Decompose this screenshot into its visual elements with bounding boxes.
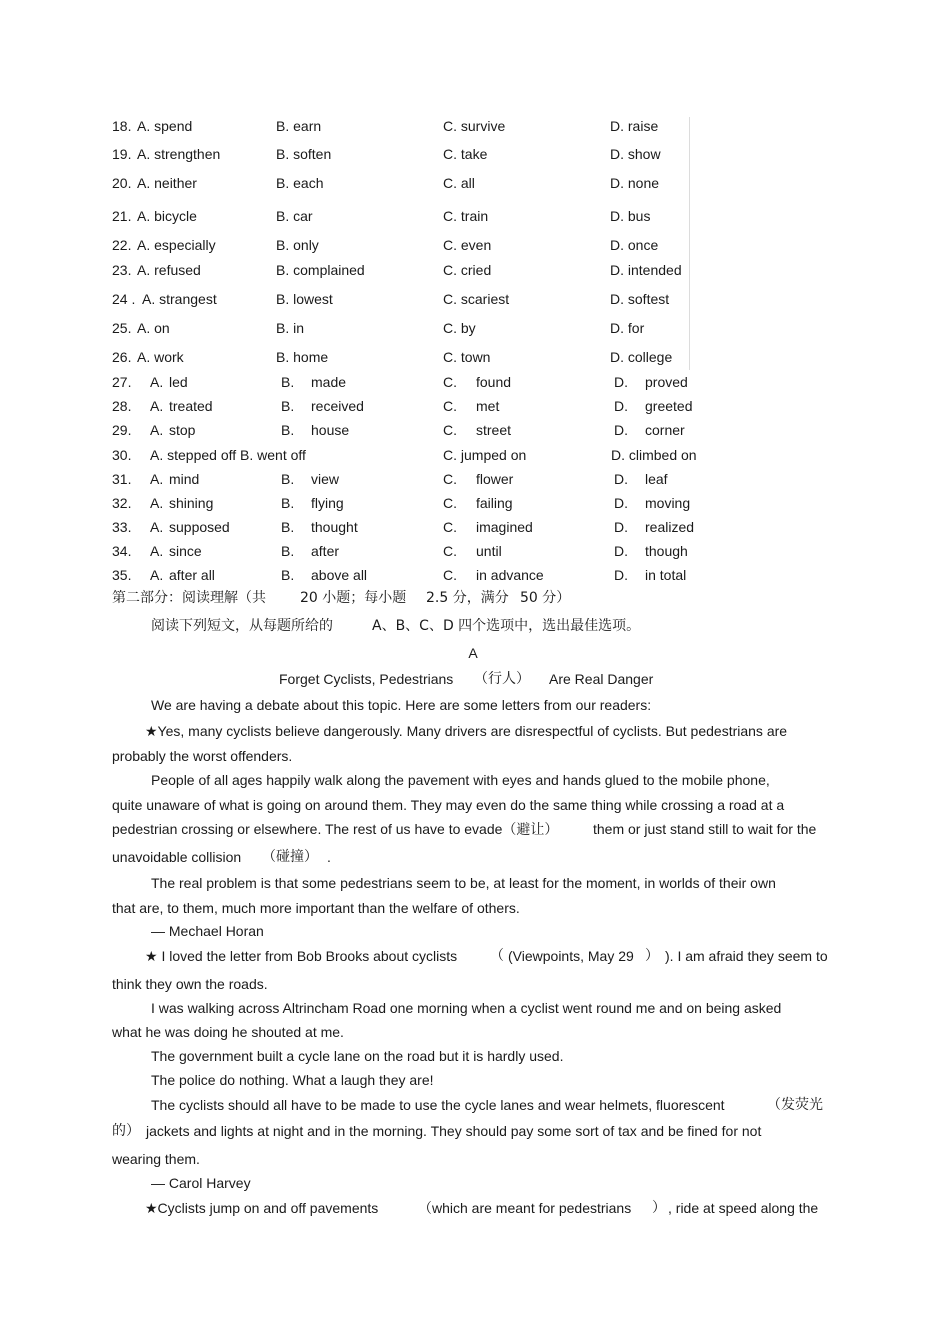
option-d-letter: D. xyxy=(614,471,628,487)
question-number: 30. xyxy=(112,447,132,463)
instruction-part: 阅读下列短文，从每题所给的 xyxy=(151,618,333,634)
question-number: 19. xyxy=(112,146,132,162)
option-d-letter: D. xyxy=(614,543,628,559)
option-d: D. climbed on xyxy=(611,447,697,463)
paragraph-line: , ride at speed along the xyxy=(668,1200,819,1216)
paragraph-line: what he was doing he shouted at me. xyxy=(112,1024,344,1040)
option-c: found xyxy=(476,374,512,390)
option-b-letter: B. xyxy=(281,374,295,390)
instruction-part: A、B、C、D 四个选项中，选出最佳选项。 xyxy=(372,618,641,634)
option-d-letter: D. xyxy=(614,422,628,438)
paragraph-line: （碰撞） xyxy=(262,849,318,865)
paragraph-line: The police do nothing. What a laugh they are! xyxy=(151,1072,434,1088)
question-row xyxy=(0,518,950,536)
option-b: view xyxy=(311,471,340,487)
paragraph-line: The real problem is that some pedestrians seem to be, at least for the moment, in worlds of their own xyxy=(151,875,776,891)
title-part: Forget Cyclists, Pedestrians xyxy=(279,671,454,687)
option-a: A. spend xyxy=(137,118,193,134)
option-b: B. in xyxy=(276,320,305,336)
paragraph-line: （ xyxy=(490,948,504,964)
paragraph-line: The government built a cycle lane on the road but it is hardly used. xyxy=(151,1048,564,1064)
option-d-letter: D. xyxy=(614,567,628,583)
signature: — Mechael Horan xyxy=(151,923,264,939)
option-b: received xyxy=(311,398,364,414)
paragraph-line: I was walking across Altrincham Road one morning when a cyclist went round me and on being asked xyxy=(151,1000,782,1016)
question-number: 27. xyxy=(112,374,132,390)
option-a: supposed xyxy=(169,519,230,535)
option-d: D. college xyxy=(610,349,673,365)
option-c: C. jumped on xyxy=(443,447,527,463)
paragraph-line: that are, to them, much more important than the welfare of others. xyxy=(112,900,520,916)
option-a: after all xyxy=(169,567,215,583)
option-d: D. softest xyxy=(610,291,670,307)
option-b: B. each xyxy=(276,175,324,191)
option-b: B. soften xyxy=(276,146,332,162)
question-row xyxy=(0,542,950,560)
option-c-letter: C. xyxy=(443,519,457,535)
paragraph-line: ★Yes, many cyclists believe dangerously. Many drivers are disrespectful of cyclists. But pedestrians are xyxy=(145,723,788,739)
paragraph-line: them or just stand still to wait for the xyxy=(593,821,817,837)
paragraph-line: （发荧光 xyxy=(767,1097,823,1113)
question-number: 21. xyxy=(112,208,132,224)
paragraph-line: think they own the roads. xyxy=(112,976,268,992)
question-number: 24 . xyxy=(112,291,136,307)
option-d: in total xyxy=(645,567,687,583)
option-a: A. bicycle xyxy=(137,208,197,224)
paragraph-line: wearing them. xyxy=(112,1151,200,1167)
option-c: imagined xyxy=(476,519,533,535)
option-b-letter: B. xyxy=(281,495,295,511)
option-d-letter: D. xyxy=(614,495,628,511)
paragraph-line: ） xyxy=(645,948,659,964)
question-row xyxy=(0,207,950,225)
paragraph-line: People of all ages happily walk along the pavement with eyes and hands glued to the mobile phone, xyxy=(151,772,770,788)
option-a: mind xyxy=(169,471,200,487)
heading-part: 第二部分：阅读理解（共 xyxy=(112,590,266,606)
option-c: C. all xyxy=(443,175,475,191)
option-a: A. neither xyxy=(137,175,197,191)
question-row xyxy=(0,117,950,135)
option-d: though xyxy=(645,543,688,559)
question-number: 20. xyxy=(112,175,132,191)
option-d: greeted xyxy=(645,398,693,414)
option-c: C. cried xyxy=(443,262,492,278)
question-row xyxy=(0,145,950,163)
question-number: 33. xyxy=(112,519,132,535)
option-c: C. town xyxy=(443,349,491,365)
option-a-letter: A. xyxy=(150,567,164,583)
option-c-letter: C. xyxy=(443,567,457,583)
question-number: 35. xyxy=(112,567,132,583)
option-c: C. scariest xyxy=(443,291,510,307)
option-c-letter: C. xyxy=(443,543,457,559)
option-b: after xyxy=(311,543,340,559)
option-a-b: A. stepped off B. went off xyxy=(150,447,306,463)
paragraph-line: unavoidable collision xyxy=(112,849,242,865)
question-row xyxy=(0,290,950,308)
option-d: D. intended xyxy=(610,262,682,278)
option-b: B. lowest xyxy=(276,291,333,307)
question-number: 26. xyxy=(112,349,132,365)
paragraph-line: (Viewpoints, May 29 xyxy=(508,948,634,964)
option-d: D. once xyxy=(610,237,659,253)
option-c: C. train xyxy=(443,208,489,224)
option-b: made xyxy=(311,374,347,390)
option-a: led xyxy=(169,374,188,390)
question-number: 34. xyxy=(112,543,132,559)
paragraph-line: jackets and lights at night and in the morning. They should pay some sort of tax and be fined for not xyxy=(146,1123,762,1139)
option-a-letter: A. xyxy=(150,471,164,487)
option-b: B. car xyxy=(276,208,313,224)
option-a-letter: A. xyxy=(150,398,164,414)
option-b-letter: B. xyxy=(281,471,295,487)
paragraph-line: pedestrian crossing or elsewhere. The rest of us have to evade（避让） xyxy=(112,821,559,837)
question-number: 29. xyxy=(112,422,132,438)
option-d: proved xyxy=(645,374,688,390)
paragraph-line: （which are meant for pedestrians xyxy=(418,1200,632,1216)
heading-part: 2.5 分，满分 xyxy=(426,590,509,606)
option-a-letter: A. xyxy=(150,374,164,390)
heading-part: 20 小题；每小题 xyxy=(300,590,407,606)
option-c-letter: C. xyxy=(443,398,457,414)
option-b: B. earn xyxy=(276,118,322,134)
option-a: A. strengthen xyxy=(137,146,221,162)
question-number: 25. xyxy=(112,320,132,336)
question-number: 31. xyxy=(112,471,132,487)
option-b: B. complained xyxy=(276,262,365,278)
option-d-letter: D. xyxy=(614,374,628,390)
signature: — Carol Harvey xyxy=(151,1175,251,1191)
paragraph-line: . xyxy=(327,849,331,865)
option-c-letter: C. xyxy=(443,422,457,438)
option-b: B. home xyxy=(276,349,329,365)
question-row xyxy=(0,494,950,512)
option-b: B. only xyxy=(276,237,319,253)
option-d-letter: D. xyxy=(614,398,628,414)
paragraph-line: The cyclists should all have to be made to use the cycle lanes and wear helmets, fluorescent xyxy=(151,1097,725,1113)
option-c: met xyxy=(476,398,500,414)
option-a: A. work xyxy=(137,349,184,365)
option-d: corner xyxy=(645,422,685,438)
option-b: house xyxy=(311,422,350,438)
option-d: D. none xyxy=(610,175,660,191)
option-a-letter: A. xyxy=(150,422,164,438)
option-b: thought xyxy=(311,519,358,535)
question-number: 28. xyxy=(112,398,132,414)
paragraph-line: We are having a debate about this topic. Here are some letters from our readers: xyxy=(151,697,652,713)
question-row xyxy=(0,470,950,488)
option-c-letter: C. xyxy=(443,471,457,487)
question-row xyxy=(0,397,950,415)
option-d: D. raise xyxy=(610,118,659,134)
option-d: realized xyxy=(645,519,695,535)
option-a: A. strangest xyxy=(142,291,217,307)
option-c-letter: C. xyxy=(443,374,457,390)
option-a: A. refused xyxy=(137,262,201,278)
question-row xyxy=(0,261,950,279)
option-a: since xyxy=(169,543,202,559)
question-row xyxy=(0,348,950,366)
title-part: （行人） xyxy=(474,671,530,687)
question-row xyxy=(0,566,950,584)
paragraph-line: ★Cyclists jump on and off pavements xyxy=(145,1200,379,1216)
option-d: D. bus xyxy=(610,208,651,224)
option-b-letter: B. xyxy=(281,398,295,414)
question-number: 22. xyxy=(112,237,132,253)
question-row xyxy=(0,236,950,254)
option-c: in advance xyxy=(476,567,544,583)
option-a: A. especially xyxy=(137,237,216,253)
option-c: C. take xyxy=(443,146,488,162)
option-b-letter: B. xyxy=(281,519,295,535)
question-row xyxy=(0,319,950,337)
option-d: D. for xyxy=(610,320,645,336)
paragraph-line: quite unaware of what is going on around them. They may even do the same thing while crossing a road at a xyxy=(112,797,785,813)
option-c: C. survive xyxy=(443,118,506,134)
paragraph-line: ★ I loved the letter from Bob Brooks about cyclists xyxy=(145,948,458,964)
option-d: D. show xyxy=(610,146,661,162)
paragraph-line: 的） xyxy=(112,1123,140,1139)
option-c: flower xyxy=(476,471,514,487)
paragraph-line: probably the worst offenders. xyxy=(112,748,293,764)
option-a: A. on xyxy=(137,320,170,336)
passage-label: A xyxy=(468,645,478,661)
option-b: above all xyxy=(311,567,368,583)
question-row xyxy=(0,446,950,464)
option-c: until xyxy=(476,543,502,559)
option-b: flying xyxy=(311,495,344,511)
question-number: 32. xyxy=(112,495,132,511)
question-row xyxy=(0,373,950,391)
option-d-letter: D. xyxy=(614,519,628,535)
option-a: stop xyxy=(169,422,196,438)
option-c: street xyxy=(476,422,512,438)
option-b-letter: B. xyxy=(281,543,295,559)
option-b-letter: B. xyxy=(281,422,295,438)
option-d: moving xyxy=(645,495,691,511)
paragraph-line: ). I am afraid they seem to xyxy=(665,948,828,964)
option-b-letter: B. xyxy=(281,567,295,583)
option-a: shining xyxy=(169,495,214,511)
option-a: treated xyxy=(169,398,213,414)
question-number: 18. xyxy=(112,118,132,134)
option-d: leaf xyxy=(645,471,668,487)
title-part: Are Real Danger xyxy=(549,671,654,687)
option-c: C. by xyxy=(443,320,476,336)
question-row xyxy=(0,421,950,439)
option-c: failing xyxy=(476,495,513,511)
heading-part: 50 分） xyxy=(520,590,571,606)
option-a-letter: A. xyxy=(150,519,164,535)
paragraph-line: ） xyxy=(652,1200,666,1216)
option-a-letter: A. xyxy=(150,543,164,559)
question-number: 23. xyxy=(112,262,132,278)
option-a-letter: A. xyxy=(150,495,164,511)
option-c: C. even xyxy=(443,237,492,253)
question-row xyxy=(0,174,950,192)
option-c-letter: C. xyxy=(443,495,457,511)
